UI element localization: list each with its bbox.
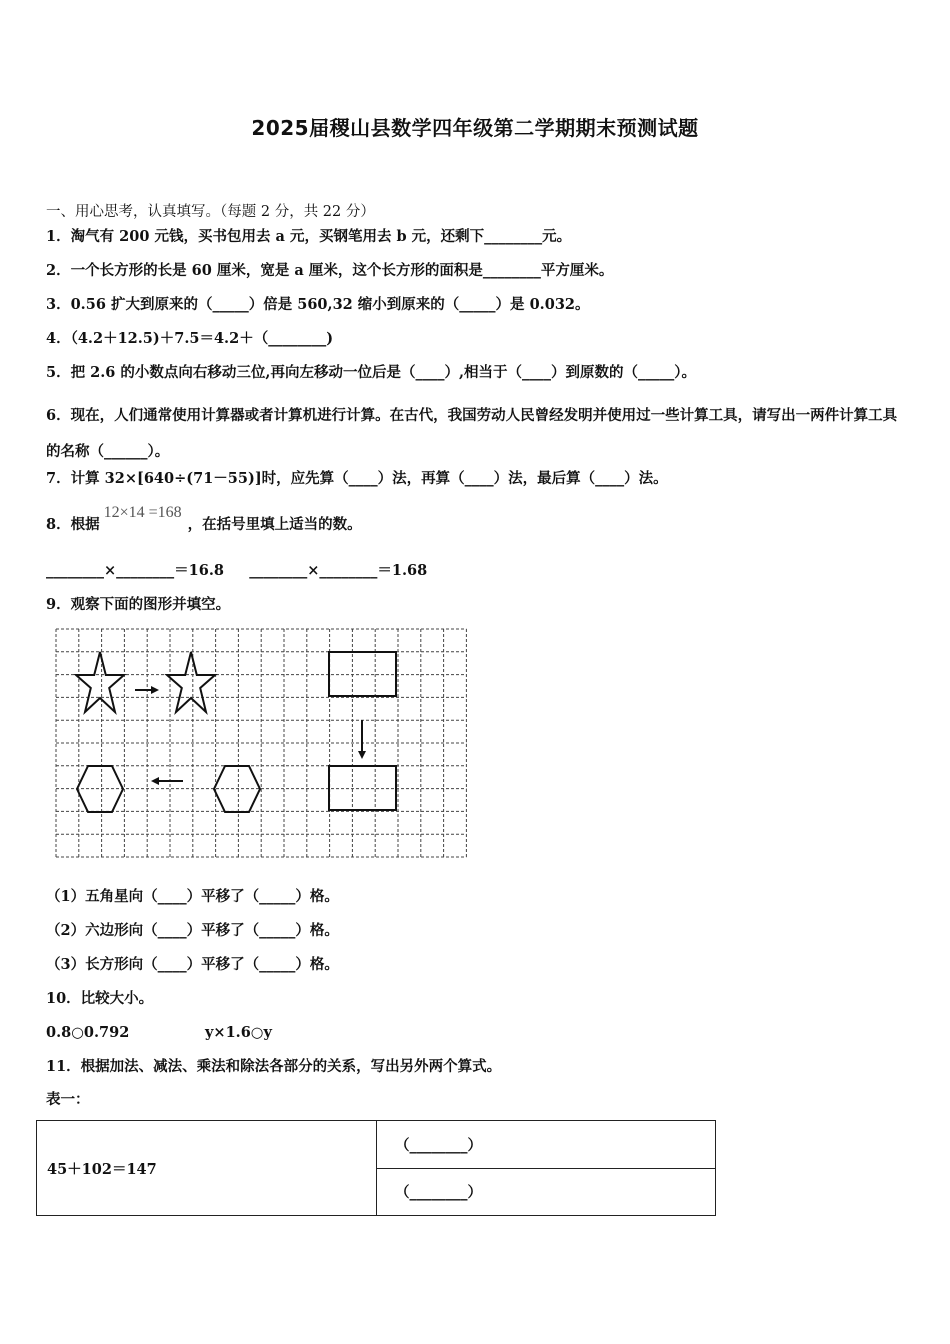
question-9: 9．观察下面的图形并填空。 <box>46 596 231 613</box>
q10-compare: 0.8○0.792 y×1.6○y <box>46 1024 272 1041</box>
question-11: 11．根据加法、减法、乘法和除法各部分的关系，写出另外两个算式。 <box>46 1058 502 1075</box>
q8-prefix: 8．根据 <box>46 516 100 533</box>
q11-blank-1[interactable]: （________） <box>377 1121 716 1169</box>
q8-formula: 12×14 =168 <box>103 504 182 521</box>
arrow-left-icon <box>151 777 183 785</box>
question-3: 3．0.56 扩大到原来的（_____）倍是 560,32 缩小到原来的（_____）是 0.032。 <box>46 296 590 313</box>
grid-lines <box>56 629 466 857</box>
q9-part-2: （2）六边形向（____）平移了（_____）格。 <box>46 922 339 939</box>
q11-blank-2[interactable]: （________） <box>377 1168 716 1216</box>
question-8 <box>46 504 362 535</box>
arrow-right-icon <box>135 686 159 694</box>
rectangle-shape-translated <box>329 766 396 810</box>
q8-suffix: ，在括号里填上适当的数。 <box>187 516 362 533</box>
question-7: 7．计算 32×[640÷(71－55)]时，应先算（____）法，再算（____）法，最后算（____）法。 <box>46 470 668 487</box>
question-2: 2．一个长方形的长是 60 厘米，宽是 a 厘米，这个长方形的面积是________平方厘米。 <box>46 262 614 279</box>
rectangle-shape-original <box>329 652 396 696</box>
question-4: 4．（4.2＋12.5)＋7.5＝4.2＋（________) <box>46 330 334 347</box>
question-1: 1．淘气有 200 元钱，买书包用去 a 元，买钢笔用去 b 元，还剩下________元。 <box>46 228 572 245</box>
section-heading: 一、用心思考，认真填写。（每题 2 分，共 22 分） <box>46 204 375 220</box>
star-shape-original <box>76 652 124 712</box>
table-label: 表一： <box>46 1091 90 1108</box>
q9-part-3: （3）长方形向（____）平移了（_____）格。 <box>46 956 339 973</box>
q8-answers: ________×________＝16.8 ________×________＝1.68 <box>46 562 428 579</box>
grid-svg <box>55 628 467 860</box>
q11-table <box>36 1120 716 1216</box>
page-title: 2025届稷山县数学四年级第二学期期末预测试题 <box>251 116 699 140</box>
question-5: 5．把 2.6 的小数点向右移动三位,再向左移动一位后是（____）,相当于（____）到原数的（_____）。 <box>46 364 697 381</box>
arrow-down-icon <box>358 720 366 759</box>
question-6: 6．现在，人们通常使用计算器或者计算机进行计算。在古代，我国劳动人民曾经发明并使用过一些计算工具，请写出一两件计算工具的名称（______）。 <box>46 407 898 460</box>
q11-equation: 45＋102＝147 <box>37 1121 377 1216</box>
q9-part-1: （1）五角星向（____）平移了（_____）格。 <box>46 888 339 905</box>
question-10: 10．比较大小。 <box>46 990 154 1007</box>
translation-grid-figure <box>55 628 467 864</box>
star-shape-translated <box>167 652 215 712</box>
